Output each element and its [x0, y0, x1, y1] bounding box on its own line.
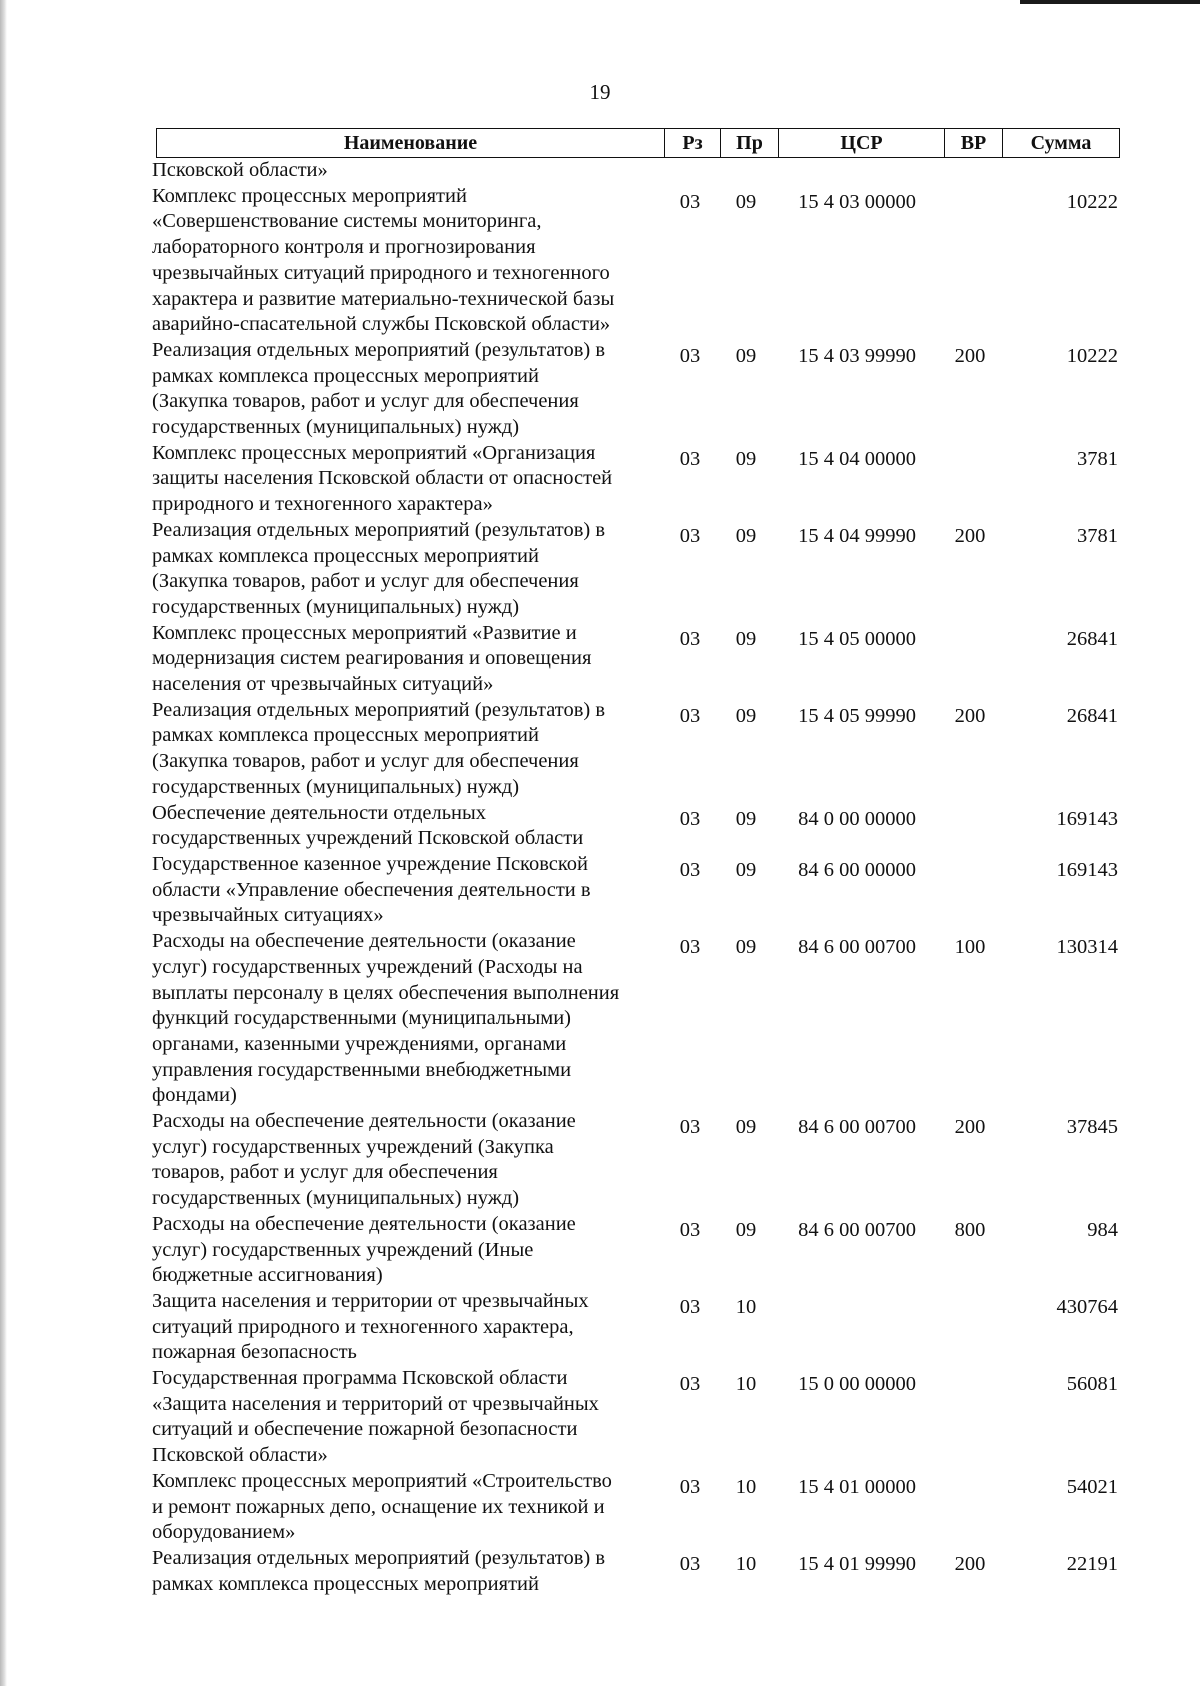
header-sum: Сумма	[1030, 131, 1092, 154]
row-name-line: услуг) государственных учреждений (Иные	[152, 1238, 534, 1261]
row-name-line: государственных (муниципальных) нужд)	[152, 1187, 520, 1210]
header-name: Наименование	[157, 129, 665, 157]
row-name-line: (Закупка товаров, работ и услуг для обеспечения	[152, 750, 579, 773]
row-sum: 26841	[1066, 627, 1118, 650]
row-sum: 22191	[1066, 1552, 1118, 1575]
row-rz	[662, 158, 718, 164]
row-name-line: функций государственными (муниципальными)	[152, 1007, 571, 1030]
row-name	[152, 852, 662, 929]
row-name-line: Расходы на обеспечение деятельности (оказание	[152, 1212, 576, 1235]
row-rz: 03	[679, 1116, 701, 1139]
row-sum: 169143	[1056, 858, 1118, 881]
row-name	[152, 1469, 662, 1546]
row-csr: 84 6 00 00700	[798, 1218, 916, 1241]
row-sum: 26841	[1066, 704, 1118, 727]
row-name-line: выплаты персоналу в целях обеспечения выполнения	[152, 981, 620, 1004]
row-pr: 09	[735, 807, 757, 830]
row-name	[152, 801, 662, 852]
row-name-line: природного и техногенного характера»	[152, 493, 493, 516]
row-vr	[940, 441, 1000, 447]
row-sum: 430764	[1056, 1295, 1118, 1318]
row-rz: 03	[679, 807, 701, 830]
row-rz: 03	[679, 1373, 701, 1396]
row-name	[152, 1212, 662, 1289]
row-name	[152, 518, 662, 621]
row-name-line: фондами)	[152, 1084, 237, 1107]
row-name-line: (Закупка товаров, работ и услуг для обеспечения	[152, 390, 579, 413]
row-name-line: аварийно-спасательной службы Псковской области»	[152, 313, 611, 336]
table-row	[152, 1366, 1132, 1469]
row-vr: 200	[954, 1552, 986, 1575]
row-pr: 10	[735, 1552, 757, 1575]
header-csr: ЦСР	[779, 129, 945, 157]
row-sum: 984	[1087, 1218, 1118, 1241]
row-rz: 03	[679, 1218, 701, 1241]
row-name	[152, 338, 662, 441]
row-pr: 09	[735, 704, 757, 727]
table-row	[152, 1469, 1132, 1546]
row-vr	[940, 1366, 1000, 1372]
table-row	[152, 338, 1132, 441]
row-name-line: Расходы на обеспечение деятельности (оказание	[152, 1110, 576, 1133]
row-name-line: Комплекс процессных мероприятий	[152, 184, 467, 207]
row-name-line: государственных (муниципальных) нужд)	[152, 595, 520, 618]
row-pr	[718, 158, 774, 164]
row-name-line: Псковской области»	[152, 159, 328, 181]
row-name-line: рамках комплекса процессных мероприятий	[152, 1572, 539, 1595]
row-pr: 09	[735, 524, 757, 547]
row-name-line: товаров, работ и услуг для обеспечения	[152, 1161, 498, 1184]
row-sum: 169143	[1056, 807, 1118, 830]
header-vr: ВР	[945, 129, 1003, 157]
row-rz: 03	[679, 447, 701, 470]
row-vr: 200	[954, 1116, 986, 1139]
row-name-line: оборудованием»	[152, 1521, 296, 1544]
row-name-line: государственных учреждений Псковской области	[152, 827, 584, 850]
row-name-line: услуг) государственных учреждений (Закупка	[152, 1135, 554, 1158]
row-name	[152, 929, 662, 1109]
row-name-line: Комплекс процессных мероприятий «Развитие и	[152, 621, 577, 644]
row-name-line: характера и развитие материально-технической базы	[152, 287, 615, 310]
row-name-line: Обеспечение деятельности отдельных	[152, 801, 487, 824]
table-row	[152, 1109, 1132, 1212]
row-pr: 09	[735, 1218, 757, 1241]
row-vr: 200	[954, 344, 986, 367]
row-name-line: чрезвычайных ситуаций природного и техногенного	[152, 261, 610, 284]
row-pr: 09	[735, 627, 757, 650]
row-rz: 03	[679, 936, 701, 959]
row-rz: 03	[679, 190, 701, 213]
row-csr: 84 0 00 00000	[798, 807, 916, 830]
table-row	[152, 1546, 1132, 1597]
row-name-line: Реализация отдельных мероприятий (результатов) в	[152, 338, 606, 361]
row-csr: 84 6 00 00700	[798, 1116, 916, 1139]
row-name-line: «Совершенствование системы мониторинга,	[152, 210, 542, 233]
row-csr: 15 4 05 99990	[798, 704, 916, 727]
row-name-line: рамках комплекса процессных мероприятий	[152, 544, 539, 567]
row-pr: 09	[735, 447, 757, 470]
row-sum: 10222	[1066, 190, 1118, 213]
row-name-line: ситуаций и обеспечение пожарной безопасности	[152, 1418, 578, 1441]
row-pr: 09	[735, 190, 757, 213]
row-name-line: Расходы на обеспечение деятельности (оказание	[152, 930, 576, 953]
row-name-line: области «Управление обеспечения деятельности в	[152, 878, 591, 901]
table-row	[152, 1212, 1132, 1289]
row-rz: 03	[679, 627, 701, 650]
table-row	[152, 184, 1132, 338]
table-row	[152, 441, 1132, 518]
row-sum: 3781	[1077, 524, 1118, 547]
header-rz: Рз	[665, 129, 721, 157]
row-name-line: Комплекс процессных мероприятий «Организация	[152, 441, 596, 464]
row-sum: 37845	[1066, 1116, 1118, 1139]
table-row	[152, 852, 1132, 929]
row-csr: 15 4 04 00000	[798, 447, 916, 470]
row-name-line: пожарная безопасность	[152, 1341, 357, 1364]
row-sum: 54021	[1066, 1475, 1118, 1498]
row-pr: 10	[735, 1373, 757, 1396]
row-name	[152, 1289, 662, 1366]
row-csr: 15 4 03 00000	[798, 190, 916, 213]
page-number: 19	[589, 80, 611, 104]
row-name-line: модернизация систем реагирования и оповещения	[152, 647, 592, 670]
row-rz: 03	[679, 858, 701, 881]
table-body	[152, 158, 1132, 1597]
row-csr: 84 6 00 00000	[798, 858, 916, 881]
row-vr	[940, 801, 1000, 807]
row-name-line: Государственное казенное учреждение Псковской	[152, 852, 589, 875]
row-sum: 10222	[1066, 344, 1118, 367]
row-vr	[940, 852, 1000, 858]
row-vr: 800	[954, 1218, 986, 1241]
row-name-line: управления государственными внебюджетными	[152, 1058, 572, 1081]
row-csr: 15 4 01 00000	[798, 1475, 916, 1498]
row-name	[152, 184, 662, 338]
row-pr: 10	[735, 1475, 757, 1498]
row-pr: 09	[735, 936, 757, 959]
row-pr: 09	[735, 1116, 757, 1139]
row-name	[152, 1109, 662, 1212]
scan-edge-left	[0, 0, 7, 1686]
row-csr: 84 6 00 00700	[798, 936, 916, 959]
row-name	[152, 698, 662, 801]
row-name-line: услуг) государственных учреждений (Расходы на	[152, 955, 583, 978]
row-sum: 130314	[1056, 936, 1118, 959]
row-csr	[774, 158, 940, 164]
row-csr: 15 4 03 99990	[798, 344, 916, 367]
row-vr: 100	[954, 936, 986, 959]
row-name-line: Реализация отдельных мероприятий (результатов) в	[152, 1546, 606, 1569]
row-name	[152, 441, 662, 518]
row-name-line: чрезвычайных ситуациях»	[152, 904, 384, 927]
row-vr	[940, 621, 1000, 627]
row-sum: 56081	[1066, 1373, 1118, 1396]
table-row	[152, 621, 1132, 698]
row-pr: 09	[735, 858, 757, 881]
table-header	[156, 128, 1120, 158]
row-pr: 09	[735, 344, 757, 367]
row-rz: 03	[679, 524, 701, 547]
row-csr: 15 4 01 99990	[798, 1552, 916, 1575]
row-rz: 03	[679, 344, 701, 367]
table-row	[152, 1289, 1132, 1366]
row-name-line: Комплекс процессных мероприятий «Строительство	[152, 1469, 612, 1492]
row-csr	[774, 1289, 940, 1295]
row-name-line: органами, казенными учреждениями, органами	[152, 1032, 567, 1055]
row-name-line: Государственная программа Псковской области	[152, 1367, 568, 1390]
table-row	[152, 929, 1132, 1109]
row-rz: 03	[679, 1295, 701, 1318]
row-name-line: рамках комплекса процессных мероприятий	[152, 364, 539, 387]
row-name-line: (Закупка товаров, работ и услуг для обеспечения	[152, 570, 579, 593]
row-csr: 15 0 00 00000	[798, 1373, 916, 1396]
row-name-line: государственных (муниципальных) нужд)	[152, 775, 520, 798]
row-vr	[940, 1289, 1000, 1295]
header-pr: Пр	[721, 129, 779, 157]
row-name-line: бюджетные ассигнования)	[152, 1264, 383, 1287]
row-rz: 03	[679, 1552, 701, 1575]
row-name	[152, 1366, 662, 1469]
row-name-line: Реализация отдельных мероприятий (результатов) в	[152, 698, 606, 721]
row-sum	[1000, 158, 1118, 164]
row-vr: 200	[954, 704, 986, 727]
row-sum: 3781	[1077, 447, 1118, 470]
row-name-line: Реализация отдельных мероприятий (результатов) в	[152, 518, 606, 541]
row-vr: 200	[954, 524, 986, 547]
row-name-line: государственных (муниципальных) нужд)	[152, 416, 520, 439]
row-name-line: и ремонт пожарных депо, оснащение их техникой и	[152, 1495, 605, 1518]
row-name	[152, 621, 662, 698]
row-vr	[940, 158, 1000, 164]
table-row	[152, 801, 1132, 852]
row-vr	[940, 184, 1000, 190]
row-name-line: Псковской области»	[152, 1444, 328, 1467]
row-csr: 15 4 04 99990	[798, 524, 916, 547]
row-name-line: «Защита населения и территорий от чрезвычайных	[152, 1392, 599, 1415]
row-name-line: лабораторного контроля и прогнозирования	[152, 236, 536, 259]
row-name-line: ситуаций природного и техногенного характера,	[152, 1315, 574, 1338]
row-name-line: защиты населения Псковской области от опасностей	[152, 467, 613, 490]
table-row	[152, 158, 1132, 184]
row-name-line: рамках комплекса процессных мероприятий	[152, 724, 539, 747]
table-row	[152, 698, 1132, 801]
row-pr: 10	[735, 1295, 757, 1318]
row-rz: 03	[679, 1475, 701, 1498]
scan-edge-top	[1020, 0, 1200, 4]
row-name	[152, 1546, 662, 1597]
row-rz: 03	[679, 704, 701, 727]
row-vr	[940, 1469, 1000, 1475]
row-name-line: населения от чрезвычайных ситуаций»	[152, 673, 494, 696]
row-csr: 15 4 05 00000	[798, 627, 916, 650]
table-row	[152, 518, 1132, 621]
row-name	[152, 158, 662, 184]
row-name-line: Защита населения и территории от чрезвычайных	[152, 1289, 589, 1312]
